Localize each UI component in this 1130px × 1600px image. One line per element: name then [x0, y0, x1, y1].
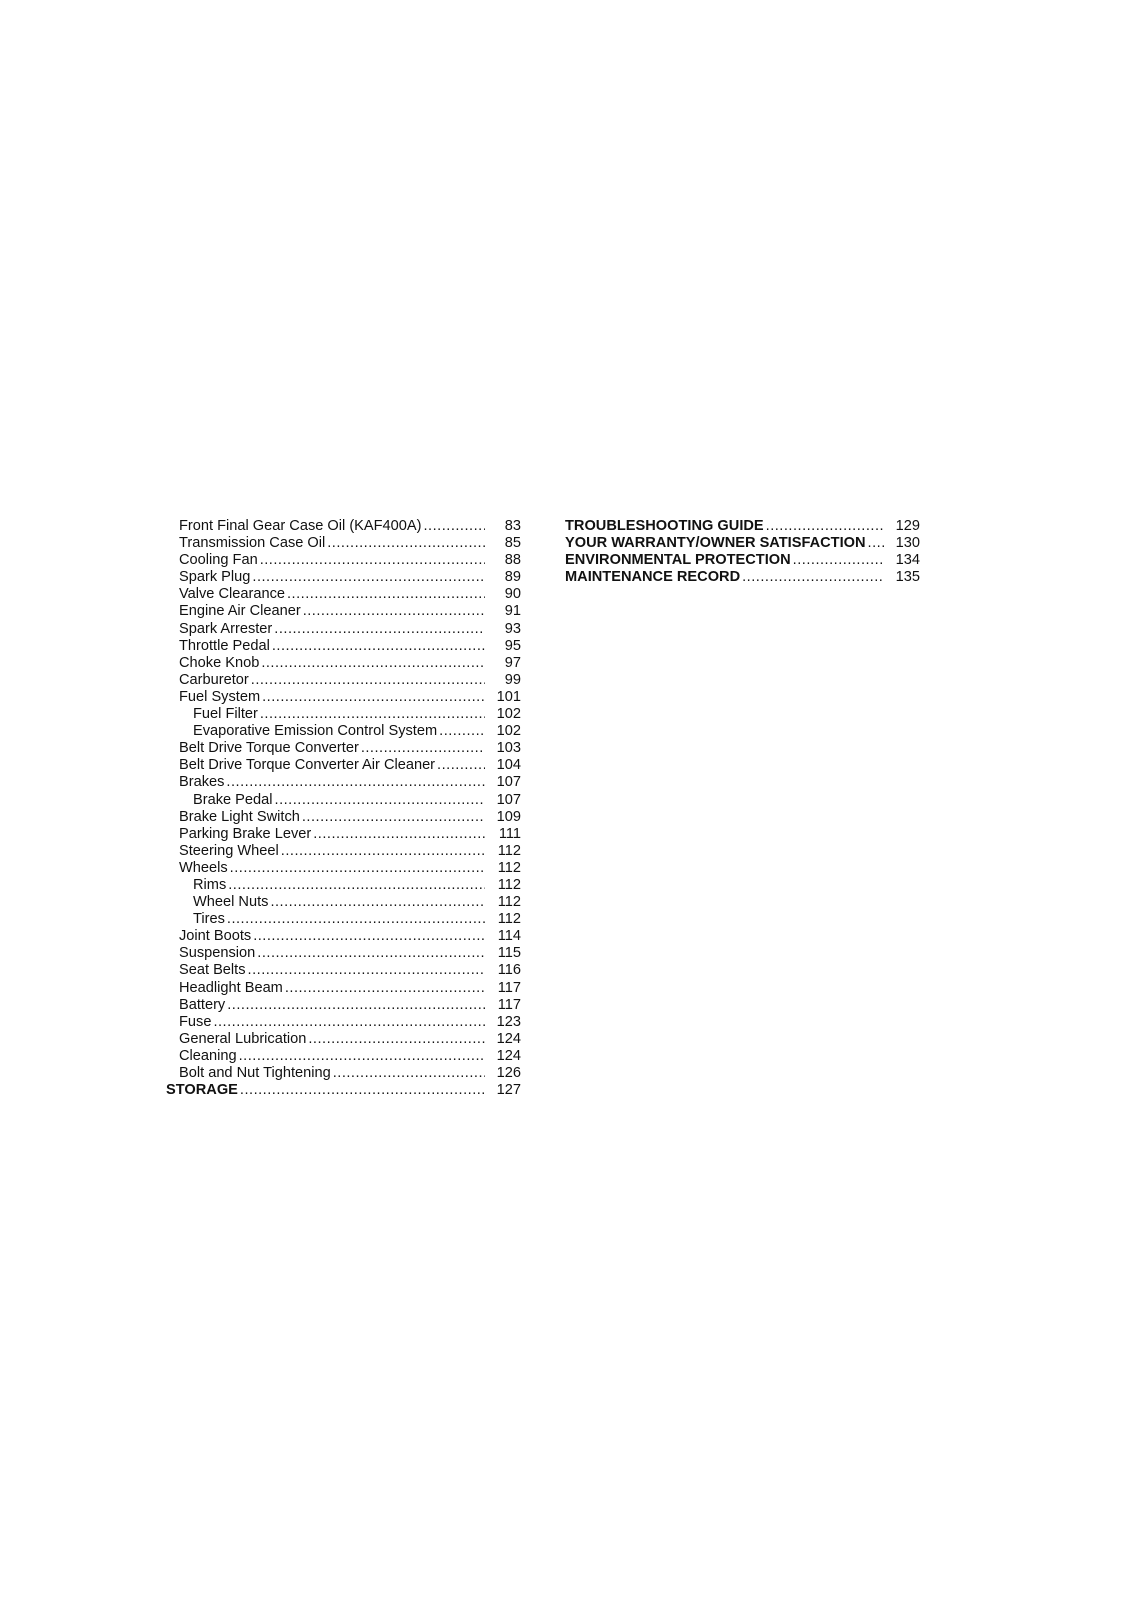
toc-entry[interactable] — [166, 911, 521, 928]
toc-entry-title: Carburetor — [179, 671, 249, 688]
toc-leader-dots — [262, 689, 485, 706]
toc-entry[interactable] — [565, 569, 920, 586]
toc-page-number: 129 — [895, 518, 920, 534]
toc-page-number: 101 — [496, 688, 521, 705]
toc-entry[interactable] — [166, 552, 521, 569]
toc-entry[interactable] — [166, 586, 521, 603]
toc-entry[interactable] — [166, 860, 521, 877]
toc-entry[interactable] — [166, 928, 521, 945]
toc-leader-dots — [361, 740, 485, 757]
toc-page-number: 114 — [497, 928, 521, 945]
toc-leader-dots — [274, 621, 485, 638]
toc-page-number: 102 — [496, 723, 521, 740]
toc-page-number: 117 — [497, 979, 521, 996]
toc-leader-dots — [868, 535, 884, 552]
toc-leader-dots — [228, 877, 485, 894]
toc-page-number: 95 — [504, 637, 521, 654]
toc-entry-title: Wheels — [179, 859, 228, 876]
toc-leader-dots — [230, 860, 485, 877]
toc-entry-title: Seat Belts — [179, 962, 246, 979]
toc-entry[interactable] — [166, 1082, 521, 1099]
toc-entry-title: Brakes — [179, 774, 225, 791]
toc-entry-title: Engine Air Cleaner — [179, 603, 301, 620]
toc-leader-dots — [251, 672, 485, 689]
toc-entry[interactable] — [166, 774, 521, 791]
toc-leader-dots — [260, 552, 485, 569]
toc-page-number: 90 — [504, 586, 521, 603]
toc-entry[interactable] — [166, 672, 521, 689]
toc-page-number: 97 — [504, 654, 521, 671]
toc-entry-title: Throttle Pedal — [179, 637, 270, 654]
toc-entry[interactable] — [166, 843, 521, 860]
toc-entry[interactable] — [166, 962, 521, 979]
toc-leader-dots — [313, 826, 485, 843]
toc-leader-dots — [227, 997, 485, 1014]
toc-entry-title: MAINTENANCE RECORD — [565, 569, 741, 586]
toc-leader-dots — [260, 706, 485, 723]
toc-entry-title: Valve Clearance — [179, 586, 285, 603]
toc-entry-title: Brake Pedal — [193, 791, 273, 808]
toc-page-number: 107 — [496, 791, 521, 808]
toc-entry[interactable] — [166, 689, 521, 706]
toc-entry-title: Bolt and Nut Tightening — [179, 1065, 331, 1081]
toc-page-number: 117 — [497, 996, 521, 1013]
toc-leader-dots — [226, 774, 485, 791]
toc-leader-dots — [227, 911, 485, 928]
toc-entry[interactable] — [166, 826, 521, 843]
toc-entry-title: Spark Plug — [179, 569, 251, 586]
toc-entry-title: YOUR WARRANTY/OWNER SATISFACTION — [565, 535, 866, 552]
toc-page-number: 83 — [504, 518, 521, 534]
toc-page-number: 134 — [895, 552, 920, 569]
toc-entry-title: STORAGE — [166, 1082, 238, 1099]
toc-page-number: 99 — [504, 671, 521, 688]
toc-entry[interactable] — [565, 535, 920, 552]
toc-page-number: 127 — [496, 1082, 521, 1099]
toc-leader-dots — [424, 518, 486, 535]
toc-left-column — [166, 518, 521, 1099]
toc-entry[interactable] — [565, 552, 920, 569]
toc-entry[interactable] — [166, 980, 521, 997]
toc-leader-dots — [248, 962, 485, 979]
toc-entry[interactable] — [166, 1014, 521, 1031]
toc-leader-dots — [285, 980, 485, 997]
toc-page-number: 126 — [496, 1065, 521, 1081]
toc-leader-dots — [213, 1014, 485, 1031]
toc-entry[interactable] — [166, 723, 521, 740]
toc-page-number: 135 — [895, 569, 920, 586]
toc-leader-dots — [281, 843, 485, 860]
toc-entry-title: Fuse — [179, 1013, 212, 1030]
toc-entry[interactable] — [166, 638, 521, 655]
toc-leader-dots — [270, 894, 485, 911]
toc-leader-dots — [302, 809, 485, 826]
toc-entry[interactable] — [166, 877, 521, 894]
toc-page-number: 85 — [504, 535, 521, 552]
toc-entry[interactable] — [166, 945, 521, 962]
toc-entry-title: Transmission Case Oil — [179, 535, 326, 552]
toc-page-number: 109 — [496, 808, 521, 825]
toc-leader-dots — [437, 757, 485, 774]
toc-entry-title: Battery — [179, 996, 226, 1013]
toc-page-number: 124 — [496, 1030, 521, 1047]
toc-entry-title: Suspension — [179, 945, 256, 962]
toc-leader-dots — [239, 1048, 485, 1065]
toc-entry-title: Steering Wheel — [179, 842, 279, 859]
toc-entry-title: Fuel Filter — [193, 706, 258, 723]
toc-entry[interactable] — [166, 997, 521, 1014]
toc-leader-dots — [766, 518, 884, 535]
toc-leader-dots — [261, 655, 485, 672]
toc-page-number: 124 — [496, 1047, 521, 1064]
toc-entry[interactable] — [166, 740, 521, 757]
toc-leader-dots — [793, 552, 884, 569]
toc-entry[interactable] — [166, 621, 521, 638]
toc-entry-title: Rims — [193, 876, 227, 893]
toc-entry-title: Front Final Gear Case Oil (KAF400A) — [179, 518, 422, 534]
toc-page-number: 123 — [496, 1013, 521, 1030]
toc-leader-dots — [327, 535, 485, 552]
toc-entry-title: Belt Drive Torque Converter Air Cleaner — [179, 757, 436, 774]
toc-page-number: 115 — [497, 945, 521, 962]
toc-page-number: 93 — [504, 620, 521, 637]
toc-page-number: 112 — [497, 876, 521, 893]
toc-entry-title: TROUBLESHOOTING GUIDE — [565, 518, 764, 534]
toc-page-number: 111 — [498, 825, 521, 842]
toc-entry-title: Cooling Fan — [179, 552, 258, 569]
toc-page-number: 116 — [497, 962, 521, 979]
toc-entry-title: General Lubrication — [179, 1030, 307, 1047]
toc-leader-dots — [272, 638, 485, 655]
toc-page-number: 102 — [496, 706, 521, 723]
toc-entry[interactable] — [166, 569, 521, 586]
toc-entry-title: Fuel System — [179, 688, 261, 705]
toc-page-number: 91 — [504, 603, 521, 620]
toc-entry-title: Wheel Nuts — [193, 894, 269, 911]
toc-leader-dots — [742, 569, 884, 586]
toc-entry[interactable] — [166, 1031, 521, 1048]
toc-leader-dots — [439, 723, 485, 740]
toc-page-number: 112 — [497, 894, 521, 911]
toc-entry[interactable] — [166, 757, 521, 774]
toc-page-number: 88 — [504, 552, 521, 569]
toc-entry[interactable] — [166, 1065, 521, 1082]
toc-entry-title: Choke Knob — [179, 654, 260, 671]
toc-page-number: 130 — [895, 535, 920, 552]
toc-entry-title: Brake Light Switch — [179, 808, 300, 825]
toc-leader-dots — [253, 928, 485, 945]
toc-page-number: 112 — [497, 842, 521, 859]
toc-entry-title: Parking Brake Lever — [179, 825, 312, 842]
toc-entry-title: Belt Drive Torque Converter — [179, 740, 359, 757]
toc-entry-title: ENVIRONMENTAL PROTECTION — [565, 552, 791, 569]
toc-entry[interactable] — [166, 518, 521, 535]
toc-leader-dots — [275, 792, 485, 809]
toc-leader-dots — [287, 586, 485, 603]
toc-entry-title: Tires — [193, 911, 225, 928]
toc-entry[interactable] — [166, 1048, 521, 1065]
toc-entry[interactable] — [565, 518, 920, 535]
toc-page-number: 107 — [496, 774, 521, 791]
toc-leader-dots — [257, 945, 485, 962]
toc-entry[interactable] — [166, 535, 521, 552]
toc-page-number: 112 — [497, 911, 521, 928]
toc-entry[interactable] — [166, 706, 521, 723]
toc-page-number: 112 — [497, 859, 521, 876]
toc-leader-dots — [240, 1082, 485, 1099]
toc-entry-title: Headlight Beam — [179, 979, 283, 996]
toc-entry[interactable] — [166, 809, 521, 826]
toc-right-column — [565, 518, 920, 586]
toc-entry-title: Evaporative Emission Control System — [193, 723, 438, 740]
toc-entry-title: Cleaning — [179, 1047, 237, 1064]
toc-entry[interactable] — [166, 603, 521, 620]
toc-leader-dots — [308, 1031, 485, 1048]
toc-entry[interactable] — [166, 894, 521, 911]
toc-page-number: 103 — [496, 740, 521, 757]
toc-entry-title: Spark Arrester — [179, 620, 273, 637]
toc-leader-dots — [333, 1065, 485, 1082]
toc-page-number: 89 — [504, 569, 521, 586]
toc-leader-dots — [303, 603, 485, 620]
toc-entry[interactable] — [166, 792, 521, 809]
toc-entry-title: Joint Boots — [179, 928, 252, 945]
toc-leader-dots — [252, 569, 485, 586]
toc-entry[interactable] — [166, 655, 521, 672]
toc-page-number: 104 — [496, 757, 521, 774]
